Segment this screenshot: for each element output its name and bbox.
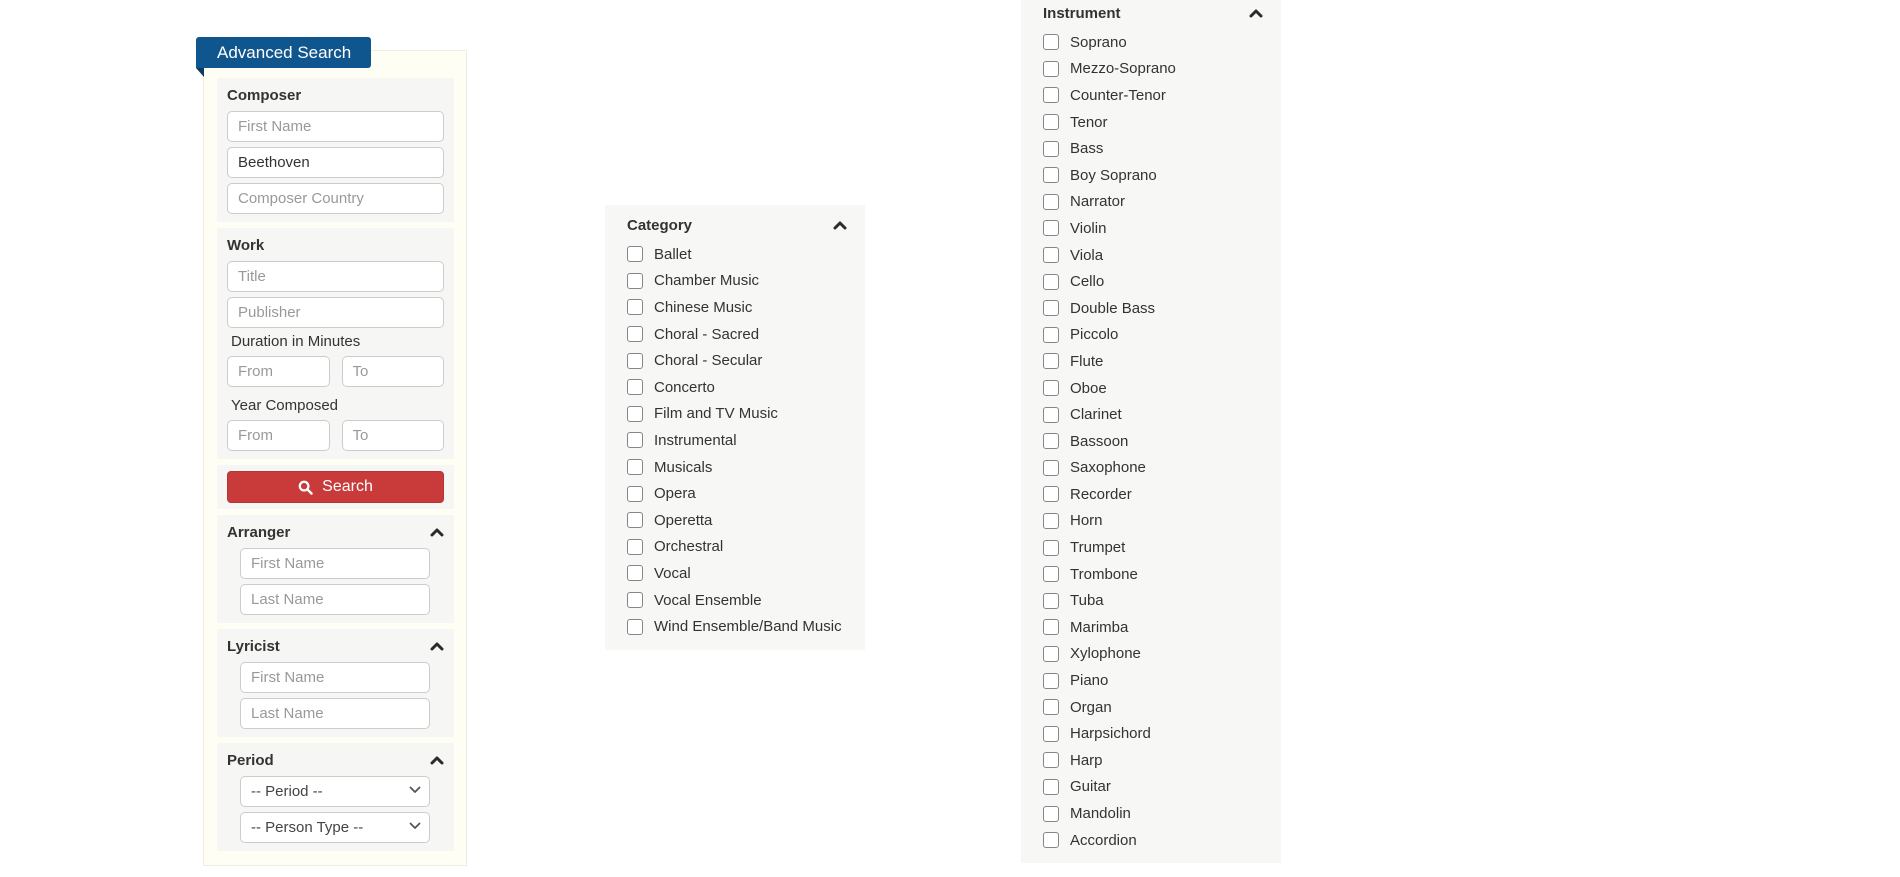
arranger-first-name-input[interactable] xyxy=(240,548,430,579)
instrument-checkbox-row[interactable] xyxy=(1043,508,1263,535)
category-checkbox[interactable] xyxy=(627,326,643,342)
instrument-checkbox-row[interactable] xyxy=(1043,268,1263,295)
instrument-checkbox-row[interactable] xyxy=(1043,322,1263,349)
instrument-checkbox-label: Oboe xyxy=(1070,379,1107,397)
duration-from-input[interactable] xyxy=(227,356,330,387)
arranger-section xyxy=(217,515,454,623)
instrument-checkbox-label: Recorder xyxy=(1070,485,1132,503)
instrument-panel-title: Instrument xyxy=(1043,4,1121,22)
instrument-checkbox-label: Flute xyxy=(1070,352,1104,370)
category-checkbox-label: Operetta xyxy=(654,511,713,529)
instrument-checkbox[interactable] xyxy=(1043,566,1059,582)
instrument-checkbox[interactable] xyxy=(1043,593,1059,609)
category-checkbox-row[interactable] xyxy=(627,613,847,640)
person-type-select[interactable] xyxy=(240,812,430,843)
category-checkbox[interactable] xyxy=(627,539,643,555)
composer-section xyxy=(217,78,454,222)
chevron-up-icon[interactable] xyxy=(1249,9,1263,18)
instrument-checkbox-label: Piano xyxy=(1070,672,1109,690)
instrument-checkbox-row[interactable] xyxy=(1043,455,1263,482)
composer-last-name-input[interactable] xyxy=(227,147,444,178)
instrument-checkbox[interactable] xyxy=(1043,752,1059,768)
category-checkbox-row[interactable] xyxy=(627,507,847,534)
work-title-input[interactable] xyxy=(227,261,444,292)
period-section-label: Period xyxy=(227,752,274,769)
instrument-checkbox-list xyxy=(1043,29,1263,853)
search-button[interactable] xyxy=(227,471,444,503)
category-checkbox-label: Instrumental xyxy=(654,431,737,449)
instrument-checkbox[interactable] xyxy=(1043,87,1059,103)
instrument-checkbox[interactable] xyxy=(1043,114,1059,130)
chevron-up-icon[interactable] xyxy=(430,756,444,765)
instrument-checkbox-label: Mandolin xyxy=(1070,805,1131,823)
instrument-checkbox-row[interactable] xyxy=(1043,694,1263,721)
instrument-checkbox-label: Organ xyxy=(1070,698,1112,716)
category-checkbox[interactable] xyxy=(627,619,643,635)
instrument-checkbox-row[interactable] xyxy=(1043,774,1263,801)
category-checkbox-label: Chinese Music xyxy=(654,298,753,316)
work-section-label: Work xyxy=(227,237,265,254)
instrument-panel xyxy=(1021,0,1281,863)
instrument-checkbox[interactable] xyxy=(1043,220,1059,236)
tab-fold-decoration xyxy=(196,68,204,77)
instrument-checkbox-row[interactable] xyxy=(1043,82,1263,109)
instrument-checkbox[interactable] xyxy=(1043,540,1059,556)
category-checkbox[interactable] xyxy=(627,565,643,581)
duration-to-input[interactable] xyxy=(342,356,445,387)
instrument-checkbox-row[interactable] xyxy=(1043,29,1263,56)
chevron-up-icon[interactable] xyxy=(430,642,444,651)
instrument-checkbox-row[interactable] xyxy=(1043,242,1263,269)
instrument-checkbox[interactable] xyxy=(1043,194,1059,210)
instrument-checkbox[interactable] xyxy=(1043,353,1059,369)
category-panel-title: Category xyxy=(627,216,693,234)
instrument-checkbox[interactable] xyxy=(1043,646,1059,662)
arranger-last-name-input[interactable] xyxy=(240,584,430,615)
instrument-checkbox[interactable] xyxy=(1043,380,1059,396)
search-icon xyxy=(298,480,313,495)
instrument-checkbox-row[interactable] xyxy=(1043,135,1263,162)
category-checkbox-label: Orchestral xyxy=(654,538,724,556)
period-section xyxy=(217,743,454,851)
lyricist-section-label: Lyricist xyxy=(227,638,280,655)
year-from-input[interactable] xyxy=(227,420,330,451)
instrument-checkbox[interactable] xyxy=(1043,407,1059,423)
instrument-checkbox-label: Cello xyxy=(1070,273,1105,291)
composer-country-input[interactable] xyxy=(227,183,444,214)
category-checkbox-list xyxy=(627,241,847,640)
instrument-checkbox-row[interactable] xyxy=(1043,109,1263,136)
instrument-checkbox-label: Boy Soprano xyxy=(1070,166,1157,184)
category-checkbox-row[interactable] xyxy=(627,401,847,428)
instrument-checkbox[interactable] xyxy=(1043,832,1059,848)
instrument-checkbox-label: Piccolo xyxy=(1070,326,1119,344)
instrument-checkbox[interactable] xyxy=(1043,806,1059,822)
category-checkbox[interactable] xyxy=(627,486,643,502)
category-checkbox[interactable] xyxy=(627,246,643,262)
category-checkbox-row[interactable] xyxy=(627,427,847,454)
category-checkbox-label: Musicals xyxy=(654,458,713,476)
search-button-section xyxy=(217,465,454,509)
instrument-checkbox-label: Double Bass xyxy=(1070,299,1156,317)
category-checkbox-row[interactable] xyxy=(627,268,847,295)
composer-section-label: Composer xyxy=(227,87,302,104)
instrument-checkbox-label: Counter-Tenor xyxy=(1070,86,1166,104)
instrument-checkbox-label: Clarinet xyxy=(1070,406,1122,424)
category-checkbox[interactable] xyxy=(627,379,643,395)
instrument-checkbox[interactable] xyxy=(1043,699,1059,715)
instrument-checkbox[interactable] xyxy=(1043,486,1059,502)
instrument-checkbox[interactable] xyxy=(1043,433,1059,449)
instrument-checkbox-label: Accordion xyxy=(1070,831,1137,849)
instrument-checkbox[interactable] xyxy=(1043,513,1059,529)
category-checkbox-label: Choral - Secular xyxy=(654,352,763,370)
work-section xyxy=(217,228,454,459)
instrument-checkbox-row[interactable] xyxy=(1043,401,1263,428)
category-checkbox[interactable] xyxy=(627,299,643,315)
instrument-checkbox-label: Violin xyxy=(1070,219,1107,237)
year-composed-label: Year Composed xyxy=(231,397,339,414)
instrument-checkbox-label: Mezzo-Soprano xyxy=(1070,60,1176,78)
chevron-up-icon[interactable] xyxy=(430,528,444,537)
instrument-checkbox[interactable] xyxy=(1043,141,1059,157)
instrument-checkbox-label: Viola xyxy=(1070,246,1104,264)
category-checkbox-row[interactable] xyxy=(627,480,847,507)
category-checkbox-label: Wind Ensemble/Band Music xyxy=(654,618,842,636)
instrument-checkbox-label: Saxophone xyxy=(1070,459,1146,477)
instrument-checkbox-row[interactable] xyxy=(1043,587,1263,614)
instrument-checkbox-row[interactable] xyxy=(1043,827,1263,854)
lyricist-last-name-input[interactable] xyxy=(240,698,430,729)
instrument-checkbox-label: Narrator xyxy=(1070,193,1126,211)
instrument-checkbox[interactable] xyxy=(1043,673,1059,689)
instrument-checkbox[interactable] xyxy=(1043,247,1059,263)
category-checkbox[interactable] xyxy=(627,512,643,528)
category-checkbox-row[interactable] xyxy=(627,534,847,561)
category-checkbox[interactable] xyxy=(627,353,643,369)
category-checkbox-row[interactable] xyxy=(627,374,847,401)
instrument-checkbox-label: Trumpet xyxy=(1070,539,1126,557)
instrument-checkbox-row[interactable] xyxy=(1043,667,1263,694)
instrument-checkbox-label: Tenor xyxy=(1070,113,1108,131)
instrument-checkbox-row[interactable] xyxy=(1043,800,1263,827)
instrument-checkbox-label: Guitar xyxy=(1070,778,1111,796)
instrument-checkbox-label: Bass xyxy=(1070,140,1104,158)
instrument-checkbox-row[interactable] xyxy=(1043,348,1263,375)
instrument-checkbox-label: Harpsichord xyxy=(1070,725,1151,743)
instrument-checkbox-row[interactable] xyxy=(1043,295,1263,322)
instrument-checkbox-row[interactable] xyxy=(1043,428,1263,455)
category-checkbox-label: Ballet xyxy=(654,245,692,263)
period-select[interactable] xyxy=(240,776,430,807)
search-button-label: Search xyxy=(322,478,373,495)
composer-first-name-input[interactable] xyxy=(227,111,444,142)
category-checkbox-label: Choral - Sacred xyxy=(654,325,760,343)
category-checkbox-row[interactable] xyxy=(627,560,847,587)
instrument-checkbox-row[interactable] xyxy=(1043,720,1263,747)
category-checkbox-row[interactable] xyxy=(627,347,847,374)
instrument-checkbox-row[interactable] xyxy=(1043,56,1263,83)
instrument-checkbox[interactable] xyxy=(1043,779,1059,795)
instrument-checkbox-label: Xylophone xyxy=(1070,645,1141,663)
duration-label: Duration in Minutes xyxy=(231,333,361,350)
instrument-checkbox-row[interactable] xyxy=(1043,215,1263,242)
category-checkbox-row[interactable] xyxy=(627,321,847,348)
instrument-checkbox-label: Trombone xyxy=(1070,565,1138,583)
category-checkbox-label: Concerto xyxy=(654,378,715,396)
chevron-up-icon[interactable] xyxy=(833,221,847,230)
category-panel xyxy=(605,205,865,650)
instrument-checkbox-label: Horn xyxy=(1070,512,1103,530)
instrument-checkbox-row[interactable] xyxy=(1043,614,1263,641)
instrument-checkbox-row[interactable] xyxy=(1043,561,1263,588)
category-checkbox-label: Vocal Ensemble xyxy=(654,591,762,609)
category-checkbox-row[interactable] xyxy=(627,454,847,481)
instrument-checkbox-row[interactable] xyxy=(1043,641,1263,668)
arranger-section-label: Arranger xyxy=(227,524,291,541)
category-checkbox-row[interactable] xyxy=(627,587,847,614)
instrument-checkbox-label: Tuba xyxy=(1070,592,1104,610)
instrument-checkbox-row[interactable] xyxy=(1043,189,1263,216)
instrument-checkbox-row[interactable] xyxy=(1043,534,1263,561)
instrument-checkbox[interactable] xyxy=(1043,619,1059,635)
category-checkbox-label: Film and TV Music xyxy=(654,405,778,423)
instrument-checkbox[interactable] xyxy=(1043,167,1059,183)
year-to-input[interactable] xyxy=(342,420,445,451)
instrument-checkbox-label: Soprano xyxy=(1070,33,1127,51)
instrument-checkbox-label: Bassoon xyxy=(1070,432,1129,450)
category-checkbox[interactable] xyxy=(627,592,643,608)
instrument-checkbox[interactable] xyxy=(1043,726,1059,742)
instrument-checkbox-label: Harp xyxy=(1070,751,1103,769)
lyricist-first-name-input[interactable] xyxy=(240,662,430,693)
category-checkbox-label: Vocal xyxy=(654,564,691,582)
category-checkbox[interactable] xyxy=(627,406,643,422)
category-checkbox[interactable] xyxy=(627,459,643,475)
category-checkbox[interactable] xyxy=(627,273,643,289)
instrument-checkbox-row[interactable] xyxy=(1043,481,1263,508)
instrument-checkbox-row[interactable] xyxy=(1043,747,1263,774)
advanced-search-panel xyxy=(203,50,467,866)
advanced-search-tab: Advanced Search xyxy=(196,37,371,68)
instrument-checkbox-row[interactable] xyxy=(1043,375,1263,402)
category-checkbox[interactable] xyxy=(627,432,643,448)
instrument-checkbox[interactable] xyxy=(1043,300,1059,316)
instrument-checkbox[interactable] xyxy=(1043,327,1059,343)
category-checkbox-row[interactable] xyxy=(627,294,847,321)
category-checkbox-label: Opera xyxy=(654,485,696,503)
category-checkbox-label: Chamber Music xyxy=(654,272,760,290)
instrument-checkbox[interactable] xyxy=(1043,460,1059,476)
instrument-checkbox[interactable] xyxy=(1043,274,1059,290)
instrument-checkbox[interactable] xyxy=(1043,61,1059,77)
work-publisher-input[interactable] xyxy=(227,297,444,328)
instrument-checkbox-row[interactable] xyxy=(1043,162,1263,189)
category-checkbox-row[interactable] xyxy=(627,241,847,268)
lyricist-section xyxy=(217,629,454,737)
instrument-checkbox[interactable] xyxy=(1043,34,1059,50)
instrument-checkbox-label: Marimba xyxy=(1070,618,1129,636)
